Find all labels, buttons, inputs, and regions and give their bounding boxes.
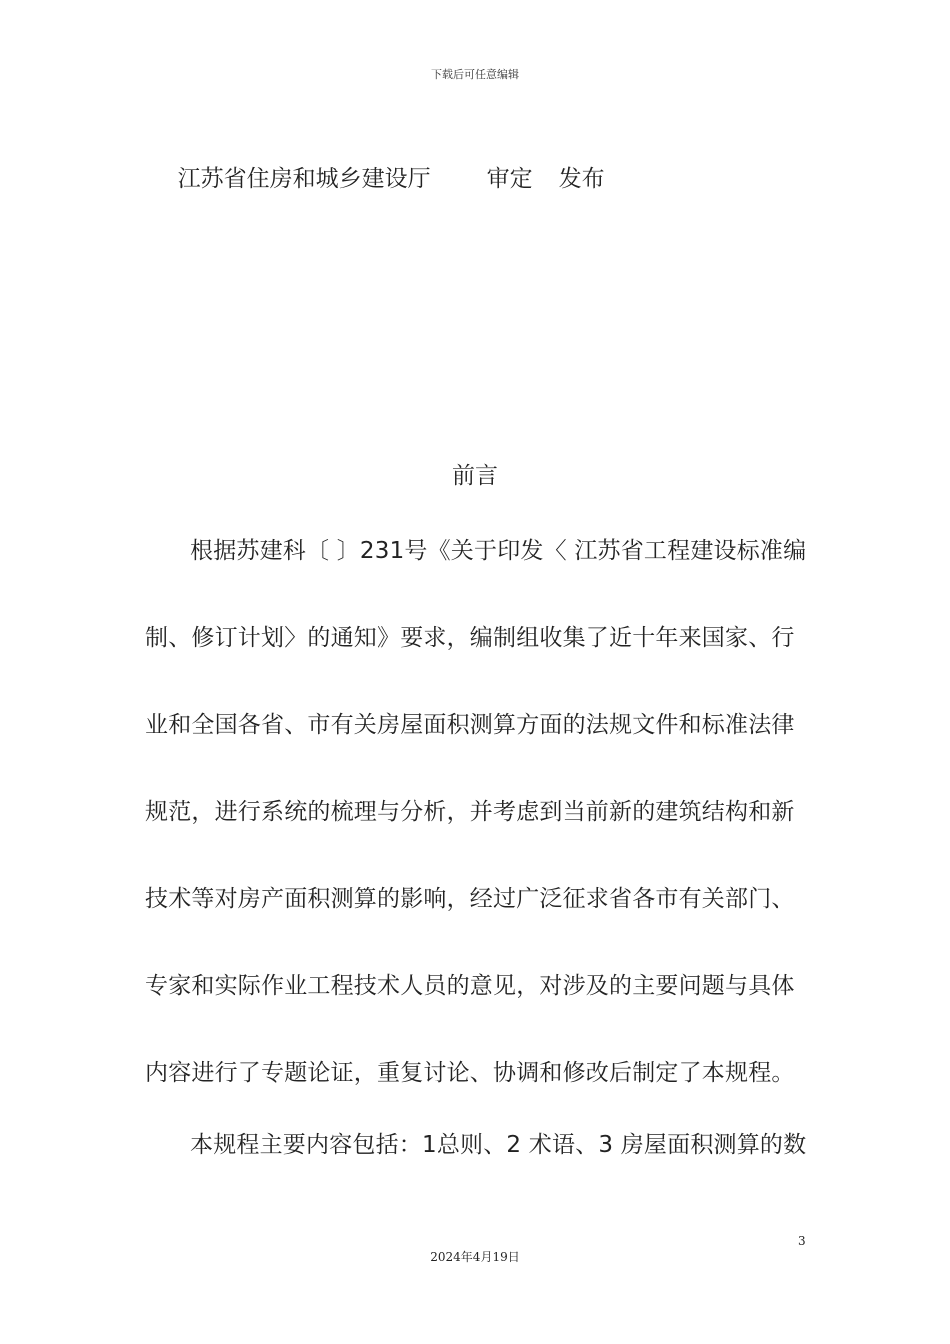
preface-line: 专家和实际作业工程技术人员的意见，对涉及的主要问题与具体 xyxy=(145,973,795,999)
footer-date: 2024年4月19日 xyxy=(430,1250,520,1264)
page-number: 3 xyxy=(798,1234,806,1248)
issuer-approve: 审定 xyxy=(486,166,533,192)
preface-line: 本规程主要内容包括：1总则、2 术语、3 房屋面积测算的数 xyxy=(190,1132,807,1158)
preface-line: 内容进行了专题论证，重复讨论、协调和修改后制定了本规程。 xyxy=(145,1060,795,1086)
preface-title: 前言 xyxy=(452,463,498,489)
header-note: 下载后可任意编辑 xyxy=(431,68,519,81)
preface-line: 规范，进行系统的梳理与分析，并考虑到当前新的建筑结构和新 xyxy=(145,799,795,825)
issuer-publish: 发布 xyxy=(558,166,605,192)
preface-line: 技术等对房产面积测算的影响，经过广泛征求省各市有关部门、 xyxy=(145,886,795,912)
issuer-line xyxy=(163,134,605,193)
preface-line: 制、修订计划〉的通知》要求，编制组收集了近十年来国家、行 xyxy=(145,625,795,651)
preface-line: 业和全国各省、市有关房屋面积测算方面的法规文件和标准法律 xyxy=(145,712,795,738)
issuer-org: 江苏省住房和城乡建设厅 xyxy=(177,166,431,192)
preface-line: 根据苏建科〔 〕231号《关于印发〈 江苏省工程建设标准编 xyxy=(190,538,807,564)
